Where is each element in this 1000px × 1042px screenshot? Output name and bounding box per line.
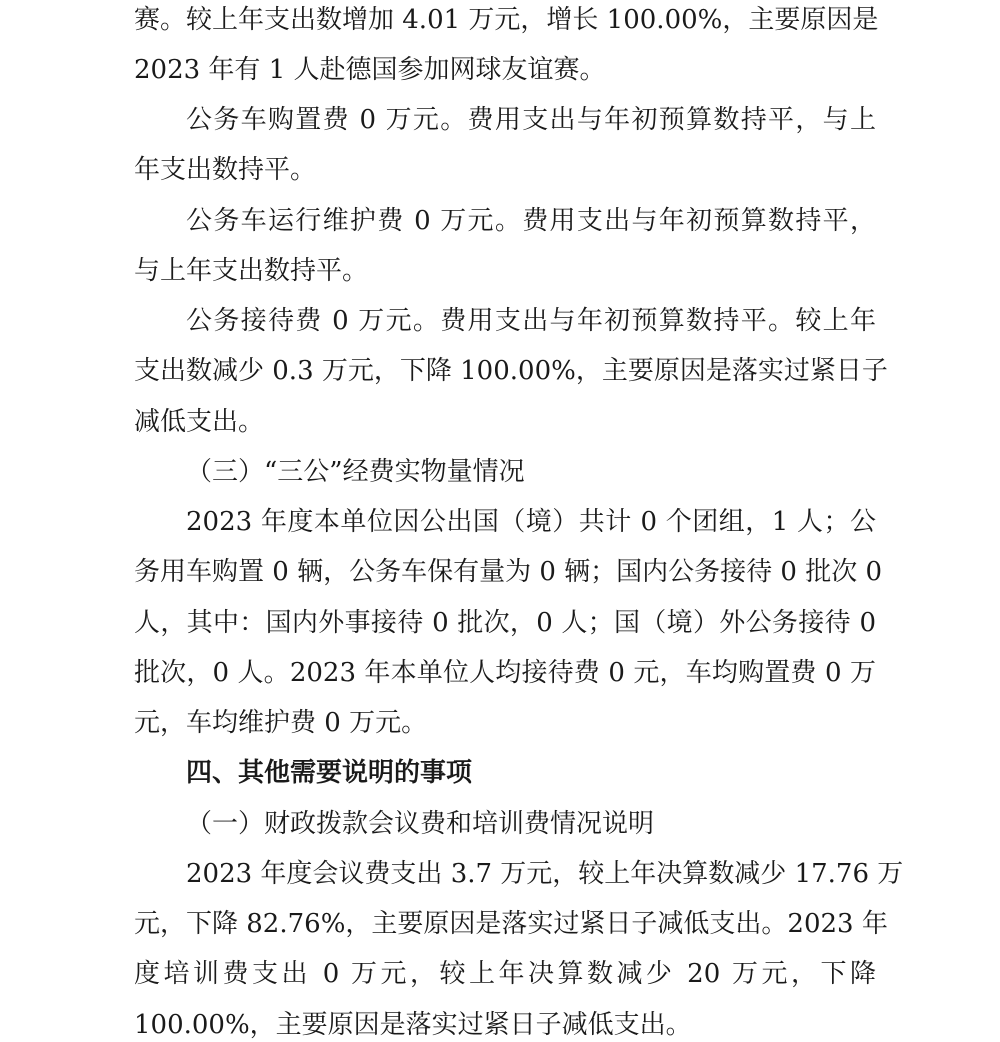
text-line: 公务车购置费 0 万元。费用支出与年初预算数持平，与上 (186, 105, 876, 135)
text-line: 元，车均维护费 0 万元。 (134, 708, 428, 738)
text-line: 务用车购置 0 辆，公务车保有量为 0 辆；国内公务接待 0 批次 0 (134, 557, 883, 587)
text-line: 2023 年有 1 人赴德国参加网球友谊赛。 (134, 55, 606, 85)
text-line: 公务接待费 0 万元。费用支出与年初预算数持平。较上年 (186, 306, 876, 336)
text-line: 度培训费支出 0 万元，较上年决算数减少 20 万元，下降 (134, 959, 876, 989)
text-line: 2023 年度本单位因公出国（境）共计 0 个团组，1 人；公 (186, 507, 876, 537)
text-line: 100.00%，主要原因是落实过紧日子减低支出。 (134, 1010, 692, 1040)
text-line: 人，其中：国内外事接待 0 批次，0 人；国（境）外公务接待 0 (134, 608, 876, 638)
section-subheading: （一）财政拨款会议费和培训费情况说明 (186, 809, 655, 839)
text-line: 公务车运行维护费 0 万元。费用支出与年初预算数持平， (186, 206, 876, 236)
text-line: 元，下降 82.76%，主要原因是落实过紧日子减低支出。2023 年 (134, 909, 888, 939)
text-line: 减低支出。 (134, 407, 265, 437)
section-heading: 四、其他需要说明的事项 (186, 758, 473, 788)
section-subheading: （三）“三公”经费实物量情况 (186, 457, 525, 487)
text-line: 年支出数持平。 (134, 155, 317, 185)
text-line: 批次，0 人。2023 年本单位人均接待费 0 元，车均购置费 0 万 (134, 658, 876, 688)
text-line: 赛。较上年支出数增加 4.01 万元，增长 100.00%，主要原因是 (134, 5, 879, 35)
text-line: 与上年支出数持平。 (134, 256, 369, 286)
text-line: 支出数减少 0.3 万元，下降 100.00%，主要原因是落实过紧日子 (134, 356, 888, 386)
text-line: 2023 年度会议费支出 3.7 万元，较上年决算数减少 17.76 万 (186, 859, 904, 889)
